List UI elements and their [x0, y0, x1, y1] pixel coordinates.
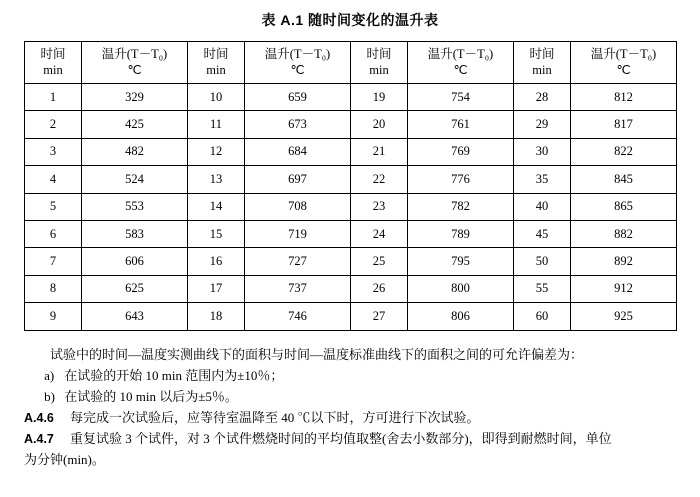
notes-block: [24, 344, 676, 407]
cell: 892: [571, 248, 677, 275]
table-body: [25, 84, 677, 331]
clause-a47: [24, 428, 676, 449]
column-header-rise-2-line1: 温升(T－T₀): [264, 46, 331, 61]
cell: 1: [25, 84, 82, 111]
column-header-time-2-line2: min: [206, 62, 226, 77]
cell: 673: [245, 111, 351, 138]
clause-a47-text: 重复试验 3 个试件，对 3 个试件燃烧时间的平均值取整(舍去小数部分)，即得到耐燃时间，单位: [70, 430, 612, 446]
cell: 29: [514, 111, 571, 138]
cell: 553: [82, 193, 188, 220]
column-header-rise-4: [571, 42, 677, 84]
cell: 606: [82, 248, 188, 275]
column-header-rise-4-line2: ℃: [616, 62, 631, 77]
cell: 55: [514, 275, 571, 302]
cell: 6: [25, 220, 82, 247]
column-header-time-3: [351, 42, 408, 84]
cell: 13: [188, 166, 245, 193]
cell: 50: [514, 248, 571, 275]
cell: 10: [188, 84, 245, 111]
cell: 4: [25, 166, 82, 193]
column-header-rise-3-line2: ℃: [453, 62, 468, 77]
cell: 727: [245, 248, 351, 275]
table-header-row: [25, 42, 677, 84]
cell: 925: [571, 303, 677, 330]
cell: 524: [82, 166, 188, 193]
cell: 30: [514, 138, 571, 165]
cell: 776: [408, 166, 514, 193]
notes-marker-a: a): [44, 367, 55, 383]
temperature-rise-table: [24, 41, 677, 331]
cell: 746: [245, 303, 351, 330]
cell: 482: [82, 138, 188, 165]
notes-list-item-b: [24, 386, 676, 407]
cell: 35: [514, 166, 571, 193]
cell: 822: [571, 138, 677, 165]
table-caption: 表 A.1 随时间变化的温升表: [261, 12, 439, 28]
cell: 45: [514, 220, 571, 247]
notes-marker-b: b): [44, 388, 55, 404]
cell: 8: [25, 275, 82, 302]
cell: 20: [351, 111, 408, 138]
cell: 754: [408, 84, 514, 111]
cell: 865: [571, 193, 677, 220]
column-header-rise-4-line1: 温升(T－T₀): [590, 46, 657, 61]
cell: 7: [25, 248, 82, 275]
cell: 19: [351, 84, 408, 111]
cell: 40: [514, 193, 571, 220]
cell: 15: [188, 220, 245, 247]
column-header-time-2-line1: 时间: [203, 46, 229, 61]
cell: 16: [188, 248, 245, 275]
notes-intro: 试验中的时间—温度实测曲线下的面积与时间—温度标准曲线下的面积之间的可允许偏差为：: [50, 346, 584, 362]
cell: 769: [408, 138, 514, 165]
clause-a46-text: 每完成一次试验后，应等待室温降至 40 ℃以下时，方可进行下次试验。: [70, 409, 480, 425]
cell: 697: [245, 166, 351, 193]
column-header-rise-3: [408, 42, 514, 84]
cell: 14: [188, 193, 245, 220]
notes-list-item-a: [24, 365, 676, 386]
cell: 18: [188, 303, 245, 330]
table-row: [25, 84, 677, 111]
column-header-time-2: [188, 42, 245, 84]
cell: 329: [82, 84, 188, 111]
cell: 12: [188, 138, 245, 165]
clause-a46: [24, 407, 676, 428]
document-page: [0, 10, 700, 497]
table-container: [24, 41, 676, 331]
cell: 22: [351, 166, 408, 193]
column-header-rise-3-line1: 温升(T－T₀): [427, 46, 494, 61]
cell: 23: [351, 193, 408, 220]
column-header-time-4-line1: 时间: [529, 46, 555, 61]
cell: 737: [245, 275, 351, 302]
cell: 2: [25, 111, 82, 138]
cell: 800: [408, 275, 514, 302]
cell: 719: [245, 220, 351, 247]
cell: 812: [571, 84, 677, 111]
column-header-time-1-line2: min: [43, 62, 63, 77]
cell: 3: [25, 138, 82, 165]
table-row: [25, 275, 677, 302]
table-row: [25, 193, 677, 220]
table-row: [25, 220, 677, 247]
column-header-rise-1: [82, 42, 188, 84]
cell: 643: [82, 303, 188, 330]
cell: 761: [408, 111, 514, 138]
column-header-time-1: [25, 42, 82, 84]
cell: 789: [408, 220, 514, 247]
column-header-time-3-line2: min: [369, 62, 389, 77]
cell: 625: [82, 275, 188, 302]
table-row: [25, 303, 677, 330]
cell: 782: [408, 193, 514, 220]
cell: 11: [188, 111, 245, 138]
cell: 27: [351, 303, 408, 330]
column-header-rise-2-line2: ℃: [290, 62, 305, 77]
notes-text-b: 在试验的 10 min 以后为±5％。: [64, 388, 238, 404]
clause-a47-number: A.4.7: [24, 431, 54, 446]
clauses-block: [24, 407, 676, 471]
column-header-time-1-line1: 时间: [40, 46, 66, 61]
clause-a46-number: A.4.6: [24, 410, 54, 425]
cell: 9: [25, 303, 82, 330]
table-row: [25, 138, 677, 165]
cell: 60: [514, 303, 571, 330]
cell: 25: [351, 248, 408, 275]
cell: 21: [351, 138, 408, 165]
column-header-rise-1-line2: ℃: [127, 62, 142, 77]
cell: 817: [571, 111, 677, 138]
table-row: [25, 166, 677, 193]
clause-a47-continuation: 为分钟(min)。: [24, 452, 105, 468]
cell: 882: [571, 220, 677, 247]
table-header: [25, 42, 677, 84]
cell: 684: [245, 138, 351, 165]
table-row: [25, 248, 677, 275]
cell: 17: [188, 275, 245, 302]
column-header-time-3-line1: 时间: [366, 46, 392, 61]
cell: 795: [408, 248, 514, 275]
cell: 845: [571, 166, 677, 193]
column-header-time-4-line2: min: [532, 62, 552, 77]
cell: 28: [514, 84, 571, 111]
cell: 26: [351, 275, 408, 302]
cell: 912: [571, 275, 677, 302]
cell: 24: [351, 220, 408, 247]
cell: 806: [408, 303, 514, 330]
notes-text-a: 在试验的开始 10 min 范围内为±10％；: [64, 367, 284, 383]
cell: 659: [245, 84, 351, 111]
column-header-rise-1-line1: 温升(T－T₀): [101, 46, 168, 61]
column-header-rise-2: [245, 42, 351, 84]
cell: 708: [245, 193, 351, 220]
cell: 583: [82, 220, 188, 247]
cell: 5: [25, 193, 82, 220]
column-header-time-4: [514, 42, 571, 84]
cell: 425: [82, 111, 188, 138]
table-row: [25, 111, 677, 138]
